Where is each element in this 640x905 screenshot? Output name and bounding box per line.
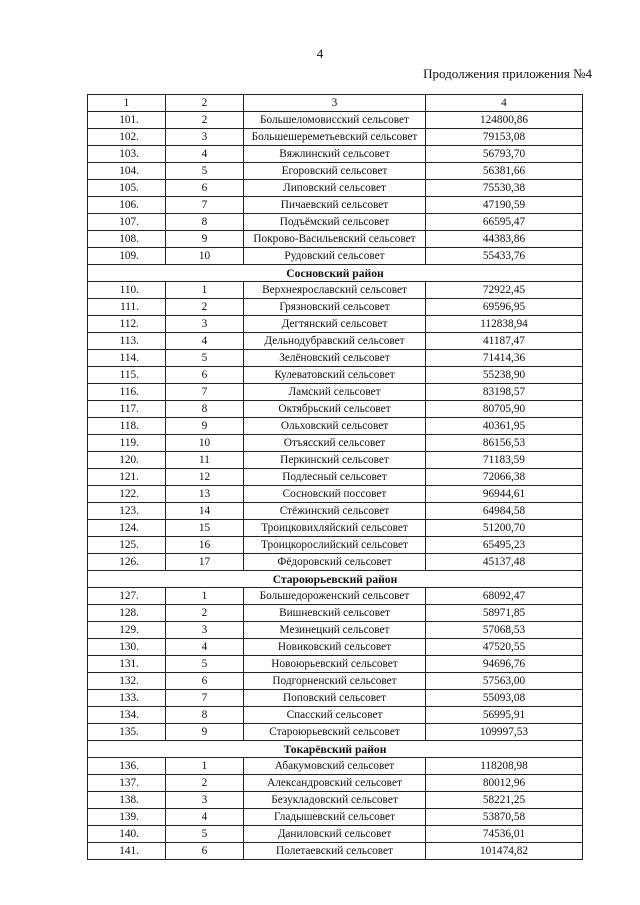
- table-row: [88, 673, 583, 690]
- district-index: 2: [166, 112, 244, 129]
- district-index: 8: [166, 707, 244, 724]
- council-name: Безукладовский сельсовет: [244, 792, 426, 809]
- row-number: 119.: [88, 435, 166, 452]
- district-index: 13: [166, 486, 244, 503]
- district-index: 1: [166, 588, 244, 605]
- header-col-1: 1: [88, 95, 166, 112]
- district-index: 6: [166, 367, 244, 384]
- amount-value: 80705,90: [426, 401, 583, 418]
- row-number: 130.: [88, 639, 166, 656]
- table-row: [88, 537, 583, 554]
- amount-value: 57068,53: [426, 622, 583, 639]
- row-number: 124.: [88, 520, 166, 537]
- amount-value: 56995,91: [426, 707, 583, 724]
- table-row: [88, 826, 583, 843]
- row-number: 117.: [88, 401, 166, 418]
- amount-value: 65495,23: [426, 537, 583, 554]
- row-number: 110.: [88, 282, 166, 299]
- row-number: 108.: [88, 231, 166, 248]
- amount-value: 44383,86: [426, 231, 583, 248]
- district-index: 10: [166, 248, 244, 265]
- district-index: 4: [166, 146, 244, 163]
- table-row: [88, 367, 583, 384]
- row-number: 136.: [88, 758, 166, 775]
- appendix-continuation-title: Продолжения приложения №4: [423, 66, 592, 81]
- council-name: Ольховский сельсовет: [244, 418, 426, 435]
- header-col-3: 3: [244, 95, 426, 112]
- row-number: 123.: [88, 503, 166, 520]
- council-name: Рудовский сельсовет: [244, 248, 426, 265]
- amount-value: 112838,94: [426, 316, 583, 333]
- page-number: 4: [316, 46, 324, 61]
- district-index: 7: [166, 197, 244, 214]
- district-index: 2: [166, 605, 244, 622]
- row-number: 111.: [88, 299, 166, 316]
- row-number: 121.: [88, 469, 166, 486]
- amount-value: 96944,61: [426, 486, 583, 503]
- council-name: Покрово-Васильевский сельсовет: [244, 231, 426, 248]
- district-index: 4: [166, 639, 244, 656]
- district-index: 5: [166, 163, 244, 180]
- table-row: [88, 333, 583, 350]
- district-index: 11: [166, 452, 244, 469]
- council-name: Спасский сельсовет: [244, 707, 426, 724]
- row-number: 126.: [88, 554, 166, 571]
- table-row: [88, 129, 583, 146]
- council-name: Большешереметьевский сельсовет: [244, 129, 426, 146]
- district-name: Сосновский район: [88, 265, 583, 282]
- council-name: Стёжинский сельсовет: [244, 503, 426, 520]
- council-name: Липовский сельсовет: [244, 180, 426, 197]
- row-number: 125.: [88, 537, 166, 554]
- district-index: 5: [166, 350, 244, 367]
- row-number: 137.: [88, 775, 166, 792]
- amount-value: 51200,70: [426, 520, 583, 537]
- amount-value: 68092,47: [426, 588, 583, 605]
- table-row: [88, 520, 583, 537]
- row-number: 101.: [88, 112, 166, 129]
- council-name: Подъёмский сельсовет: [244, 214, 426, 231]
- amount-value: 41187,47: [426, 333, 583, 350]
- row-number: 116.: [88, 384, 166, 401]
- table-body: [88, 95, 583, 860]
- district-index: 9: [166, 231, 244, 248]
- council-name: Большеломовисский сельсовет: [244, 112, 426, 129]
- council-name: Абакумовский сельсовет: [244, 758, 426, 775]
- council-name: Даниловский сельсовет: [244, 826, 426, 843]
- row-number: 138.: [88, 792, 166, 809]
- table-row: [88, 758, 583, 775]
- council-name: Александровский сельсовет: [244, 775, 426, 792]
- council-name: Октябрьский сельсовет: [244, 401, 426, 418]
- table-row: [88, 724, 583, 741]
- allocation-table: [87, 94, 583, 860]
- amount-value: 64984,58: [426, 503, 583, 520]
- council-name: Кулеватовский сельсовет: [244, 367, 426, 384]
- row-number: 128.: [88, 605, 166, 622]
- row-number: 105.: [88, 180, 166, 197]
- table-row: [88, 622, 583, 639]
- district-index: 3: [166, 129, 244, 146]
- amount-value: 55238,90: [426, 367, 583, 384]
- district-index: 2: [166, 775, 244, 792]
- district-index: 6: [166, 180, 244, 197]
- table-row: [88, 214, 583, 231]
- district-index: 5: [166, 656, 244, 673]
- council-name: Полетаевский сельсовет: [244, 843, 426, 860]
- amount-value: 118208,98: [426, 758, 583, 775]
- row-number: 120.: [88, 452, 166, 469]
- council-name: Сосновский поссовет: [244, 486, 426, 503]
- table-row: [88, 486, 583, 503]
- amount-value: 58971,85: [426, 605, 583, 622]
- district-index: 9: [166, 418, 244, 435]
- amount-value: 47520,55: [426, 639, 583, 656]
- district-index: 3: [166, 622, 244, 639]
- amount-value: 56793,70: [426, 146, 583, 163]
- row-number: 132.: [88, 673, 166, 690]
- table-row: [88, 469, 583, 486]
- table-row: [88, 248, 583, 265]
- council-name: Вяжлинский сельсовет: [244, 146, 426, 163]
- amount-value: 40361,95: [426, 418, 583, 435]
- district-index: 7: [166, 690, 244, 707]
- table-row: [88, 605, 583, 622]
- district-index: 15: [166, 520, 244, 537]
- table-row: [88, 435, 583, 452]
- table-row: [88, 775, 583, 792]
- row-number: 131.: [88, 656, 166, 673]
- table-row: [88, 401, 583, 418]
- amount-value: 79153,08: [426, 129, 583, 146]
- header-col-4: 4: [426, 95, 583, 112]
- council-name: Дельнодубравский сельсовет: [244, 333, 426, 350]
- row-number: 103.: [88, 146, 166, 163]
- table-row: [88, 282, 583, 299]
- district-index: 16: [166, 537, 244, 554]
- district-name: Староюрьевский район: [88, 571, 583, 588]
- amount-value: 55433,76: [426, 248, 583, 265]
- table-row: [88, 316, 583, 333]
- council-name: Егоровский сельсовет: [244, 163, 426, 180]
- council-name: Подгорненский сельсовет: [244, 673, 426, 690]
- district-index: 5: [166, 826, 244, 843]
- amount-value: 109997,53: [426, 724, 583, 741]
- amount-value: 58221,25: [426, 792, 583, 809]
- district-index: 17: [166, 554, 244, 571]
- district-name: Токарёвский район: [88, 741, 583, 758]
- amount-value: 83198,57: [426, 384, 583, 401]
- council-name: Троицкорослийский сельсовет: [244, 537, 426, 554]
- row-number: 109.: [88, 248, 166, 265]
- table-row: [88, 707, 583, 724]
- district-index: 14: [166, 503, 244, 520]
- amount-value: 75530,38: [426, 180, 583, 197]
- row-number: 104.: [88, 163, 166, 180]
- council-name: Пичаевский сельсовет: [244, 197, 426, 214]
- district-index: 9: [166, 724, 244, 741]
- council-name: Ламский сельсовет: [244, 384, 426, 401]
- district-section-row: [88, 741, 583, 758]
- amount-value: 45137,48: [426, 554, 583, 571]
- row-number: 115.: [88, 367, 166, 384]
- council-name: Отъясский сельсовет: [244, 435, 426, 452]
- council-name: Староюрьевский сельсовет: [244, 724, 426, 741]
- district-index: 12: [166, 469, 244, 486]
- row-number: 114.: [88, 350, 166, 367]
- council-name: Грязновский сельсовет: [244, 299, 426, 316]
- amount-value: 71414,36: [426, 350, 583, 367]
- table-row: [88, 503, 583, 520]
- district-index: 6: [166, 673, 244, 690]
- council-name: Зелёновский сельсовет: [244, 350, 426, 367]
- council-name: Большедороженский сельсовет: [244, 588, 426, 605]
- amount-value: 66595,47: [426, 214, 583, 231]
- council-name: Фёдоровский сельсовет: [244, 554, 426, 571]
- district-index: 4: [166, 333, 244, 350]
- district-index: 10: [166, 435, 244, 452]
- council-name: Перкинский сельсовет: [244, 452, 426, 469]
- district-index: 1: [166, 758, 244, 775]
- council-name: Вишневский сельсовет: [244, 605, 426, 622]
- amount-value: 86156,53: [426, 435, 583, 452]
- row-number: 107.: [88, 214, 166, 231]
- district-index: 8: [166, 214, 244, 231]
- row-number: 134.: [88, 707, 166, 724]
- council-name: Подлесный сельсовет: [244, 469, 426, 486]
- district-index: 3: [166, 316, 244, 333]
- row-number: 133.: [88, 690, 166, 707]
- amount-value: 55093,08: [426, 690, 583, 707]
- district-index: 3: [166, 792, 244, 809]
- amount-value: 47190,59: [426, 197, 583, 214]
- amount-value: 72066,38: [426, 469, 583, 486]
- table-row: [88, 384, 583, 401]
- header-col-2: 2: [166, 95, 244, 112]
- row-number: 102.: [88, 129, 166, 146]
- table-row: [88, 639, 583, 656]
- district-index: 7: [166, 384, 244, 401]
- district-index: 6: [166, 843, 244, 860]
- table-row: [88, 690, 583, 707]
- amount-value: 80012,96: [426, 775, 583, 792]
- table-row: [88, 112, 583, 129]
- row-number: 141.: [88, 843, 166, 860]
- amount-value: 71183,59: [426, 452, 583, 469]
- table-row: [88, 146, 583, 163]
- row-number: 129.: [88, 622, 166, 639]
- table-row: [88, 588, 583, 605]
- row-number: 122.: [88, 486, 166, 503]
- district-index: 8: [166, 401, 244, 418]
- row-number: 135.: [88, 724, 166, 741]
- council-name: Троицковихляйский сельсовет: [244, 520, 426, 537]
- council-name: Дегтянский сельсовет: [244, 316, 426, 333]
- council-name: Мезинецкий сельсовет: [244, 622, 426, 639]
- amount-value: 72922,45: [426, 282, 583, 299]
- table-row: [88, 180, 583, 197]
- council-name: Гладышевский сельсовет: [244, 809, 426, 826]
- row-number: 140.: [88, 826, 166, 843]
- amount-value: 124800,86: [426, 112, 583, 129]
- table-row: [88, 418, 583, 435]
- row-number: 112.: [88, 316, 166, 333]
- table-row: [88, 656, 583, 673]
- amount-value: 57563,00: [426, 673, 583, 690]
- table-row: [88, 792, 583, 809]
- table-row: [88, 197, 583, 214]
- row-number: 139.: [88, 809, 166, 826]
- amount-value: 53870,58: [426, 809, 583, 826]
- table-header-row: [88, 95, 583, 112]
- table-row: [88, 843, 583, 860]
- amount-value: 101474,82: [426, 843, 583, 860]
- table-row: [88, 554, 583, 571]
- district-index: 2: [166, 299, 244, 316]
- amount-value: 74536,01: [426, 826, 583, 843]
- row-number: 106.: [88, 197, 166, 214]
- table-row: [88, 809, 583, 826]
- amount-value: 56381,66: [426, 163, 583, 180]
- district-index: 1: [166, 282, 244, 299]
- council-name: Новоюрьевский сельсовет: [244, 656, 426, 673]
- table-row: [88, 299, 583, 316]
- table-row: [88, 163, 583, 180]
- council-name: Поповский сельсовет: [244, 690, 426, 707]
- table-row: [88, 452, 583, 469]
- district-section-row: [88, 265, 583, 282]
- amount-value: 69596,95: [426, 299, 583, 316]
- table-row: [88, 350, 583, 367]
- council-name: Верхнеярославский сельсовет: [244, 282, 426, 299]
- row-number: 118.: [88, 418, 166, 435]
- row-number: 113.: [88, 333, 166, 350]
- district-index: 4: [166, 809, 244, 826]
- row-number: 127.: [88, 588, 166, 605]
- table-row: [88, 231, 583, 248]
- amount-value: 94696,76: [426, 656, 583, 673]
- council-name: Новиковский сельсовет: [244, 639, 426, 656]
- district-section-row: [88, 571, 583, 588]
